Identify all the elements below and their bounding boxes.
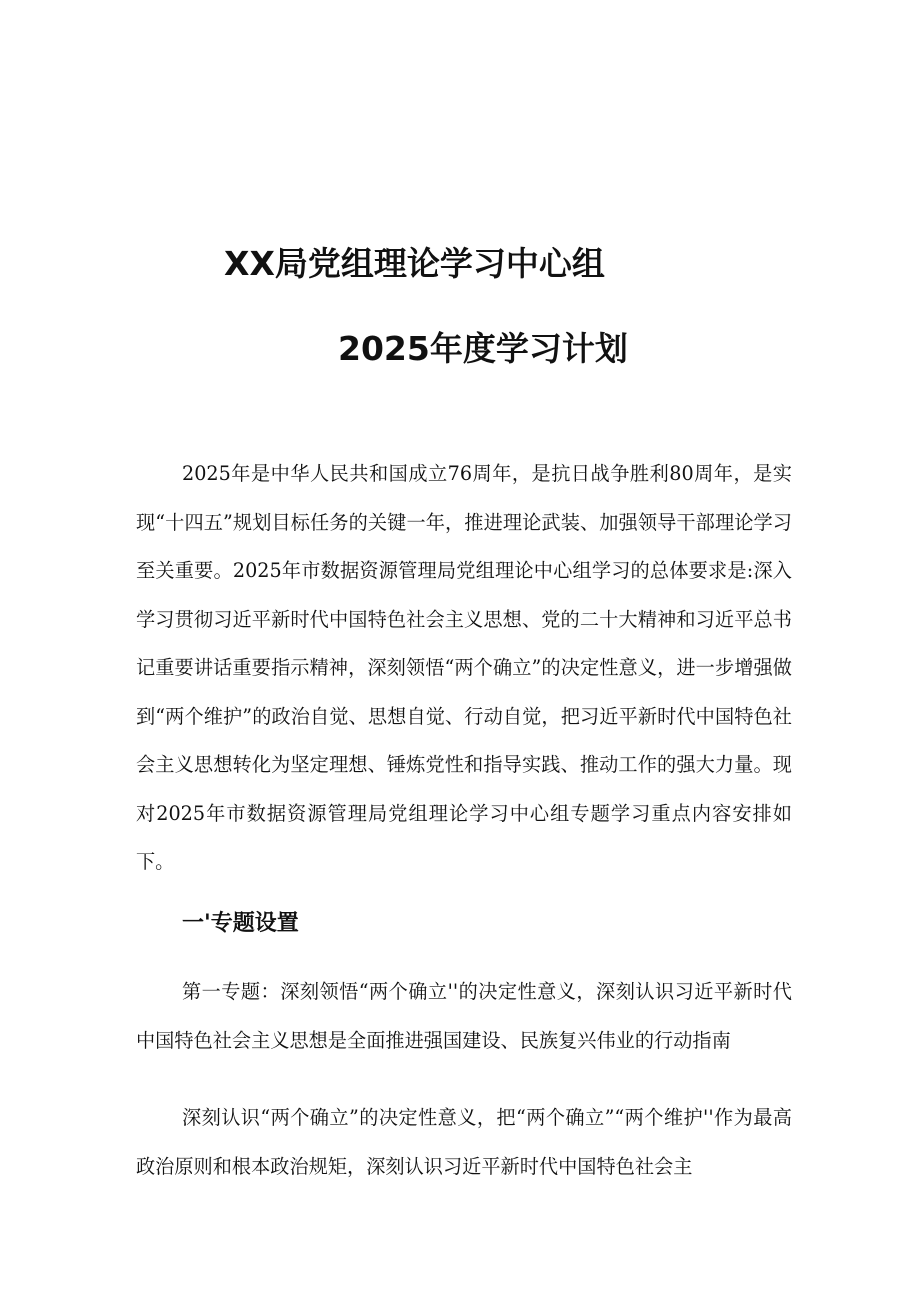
intro-paragraph: 2025年是中华人民共和国成立76周年，是抗日战争胜利80周年，是实现“十四五”规划目标任务的关键一年，推进理论武装、加强领导干部理论学习至关重要。2025年市数据资源管理局党组理论中心组学习的总体要求是:深入学习贯彻习近平新时代中国特色社会主义思想、党的二十大精神和习近平总书记重要讲话重要指示精神，深刻领悟“两个确立”的决定性意义，进一步增强做到“两个维护”的政治自觉、思想自觉、行动自觉，把习近平新时代中国特色社会主义思想转化为坚定理想、锤炼党性和指导实践、推动工作的强大力量。现对2025年市数据资源管理局党组理论学习中心组专题学习重点内容安排如下。 bbox=[136, 462, 792, 873]
topic-1-body-paragraph: 深刻认识“两个确立”的决定性意义，把“两个确立”“两个维护''作为最高政治原则和根本政治规矩，深刻认识习近平新时代中国特色社会主 bbox=[136, 1106, 792, 1178]
section-heading: 一'专题设置 bbox=[182, 911, 299, 936]
document-title-line-1: XX局党组理论学习中心组 bbox=[224, 244, 605, 283]
topic-1-paragraph: 第一专题：深刻领悟“两个确立''的决定性意义，深刻认识习近平新时代中国特色社会主义思想是全面推进强国建设、民族复兴伟业的行动指南 bbox=[136, 980, 792, 1052]
document-title-line-2: 2025年度学习计划 bbox=[338, 329, 628, 368]
